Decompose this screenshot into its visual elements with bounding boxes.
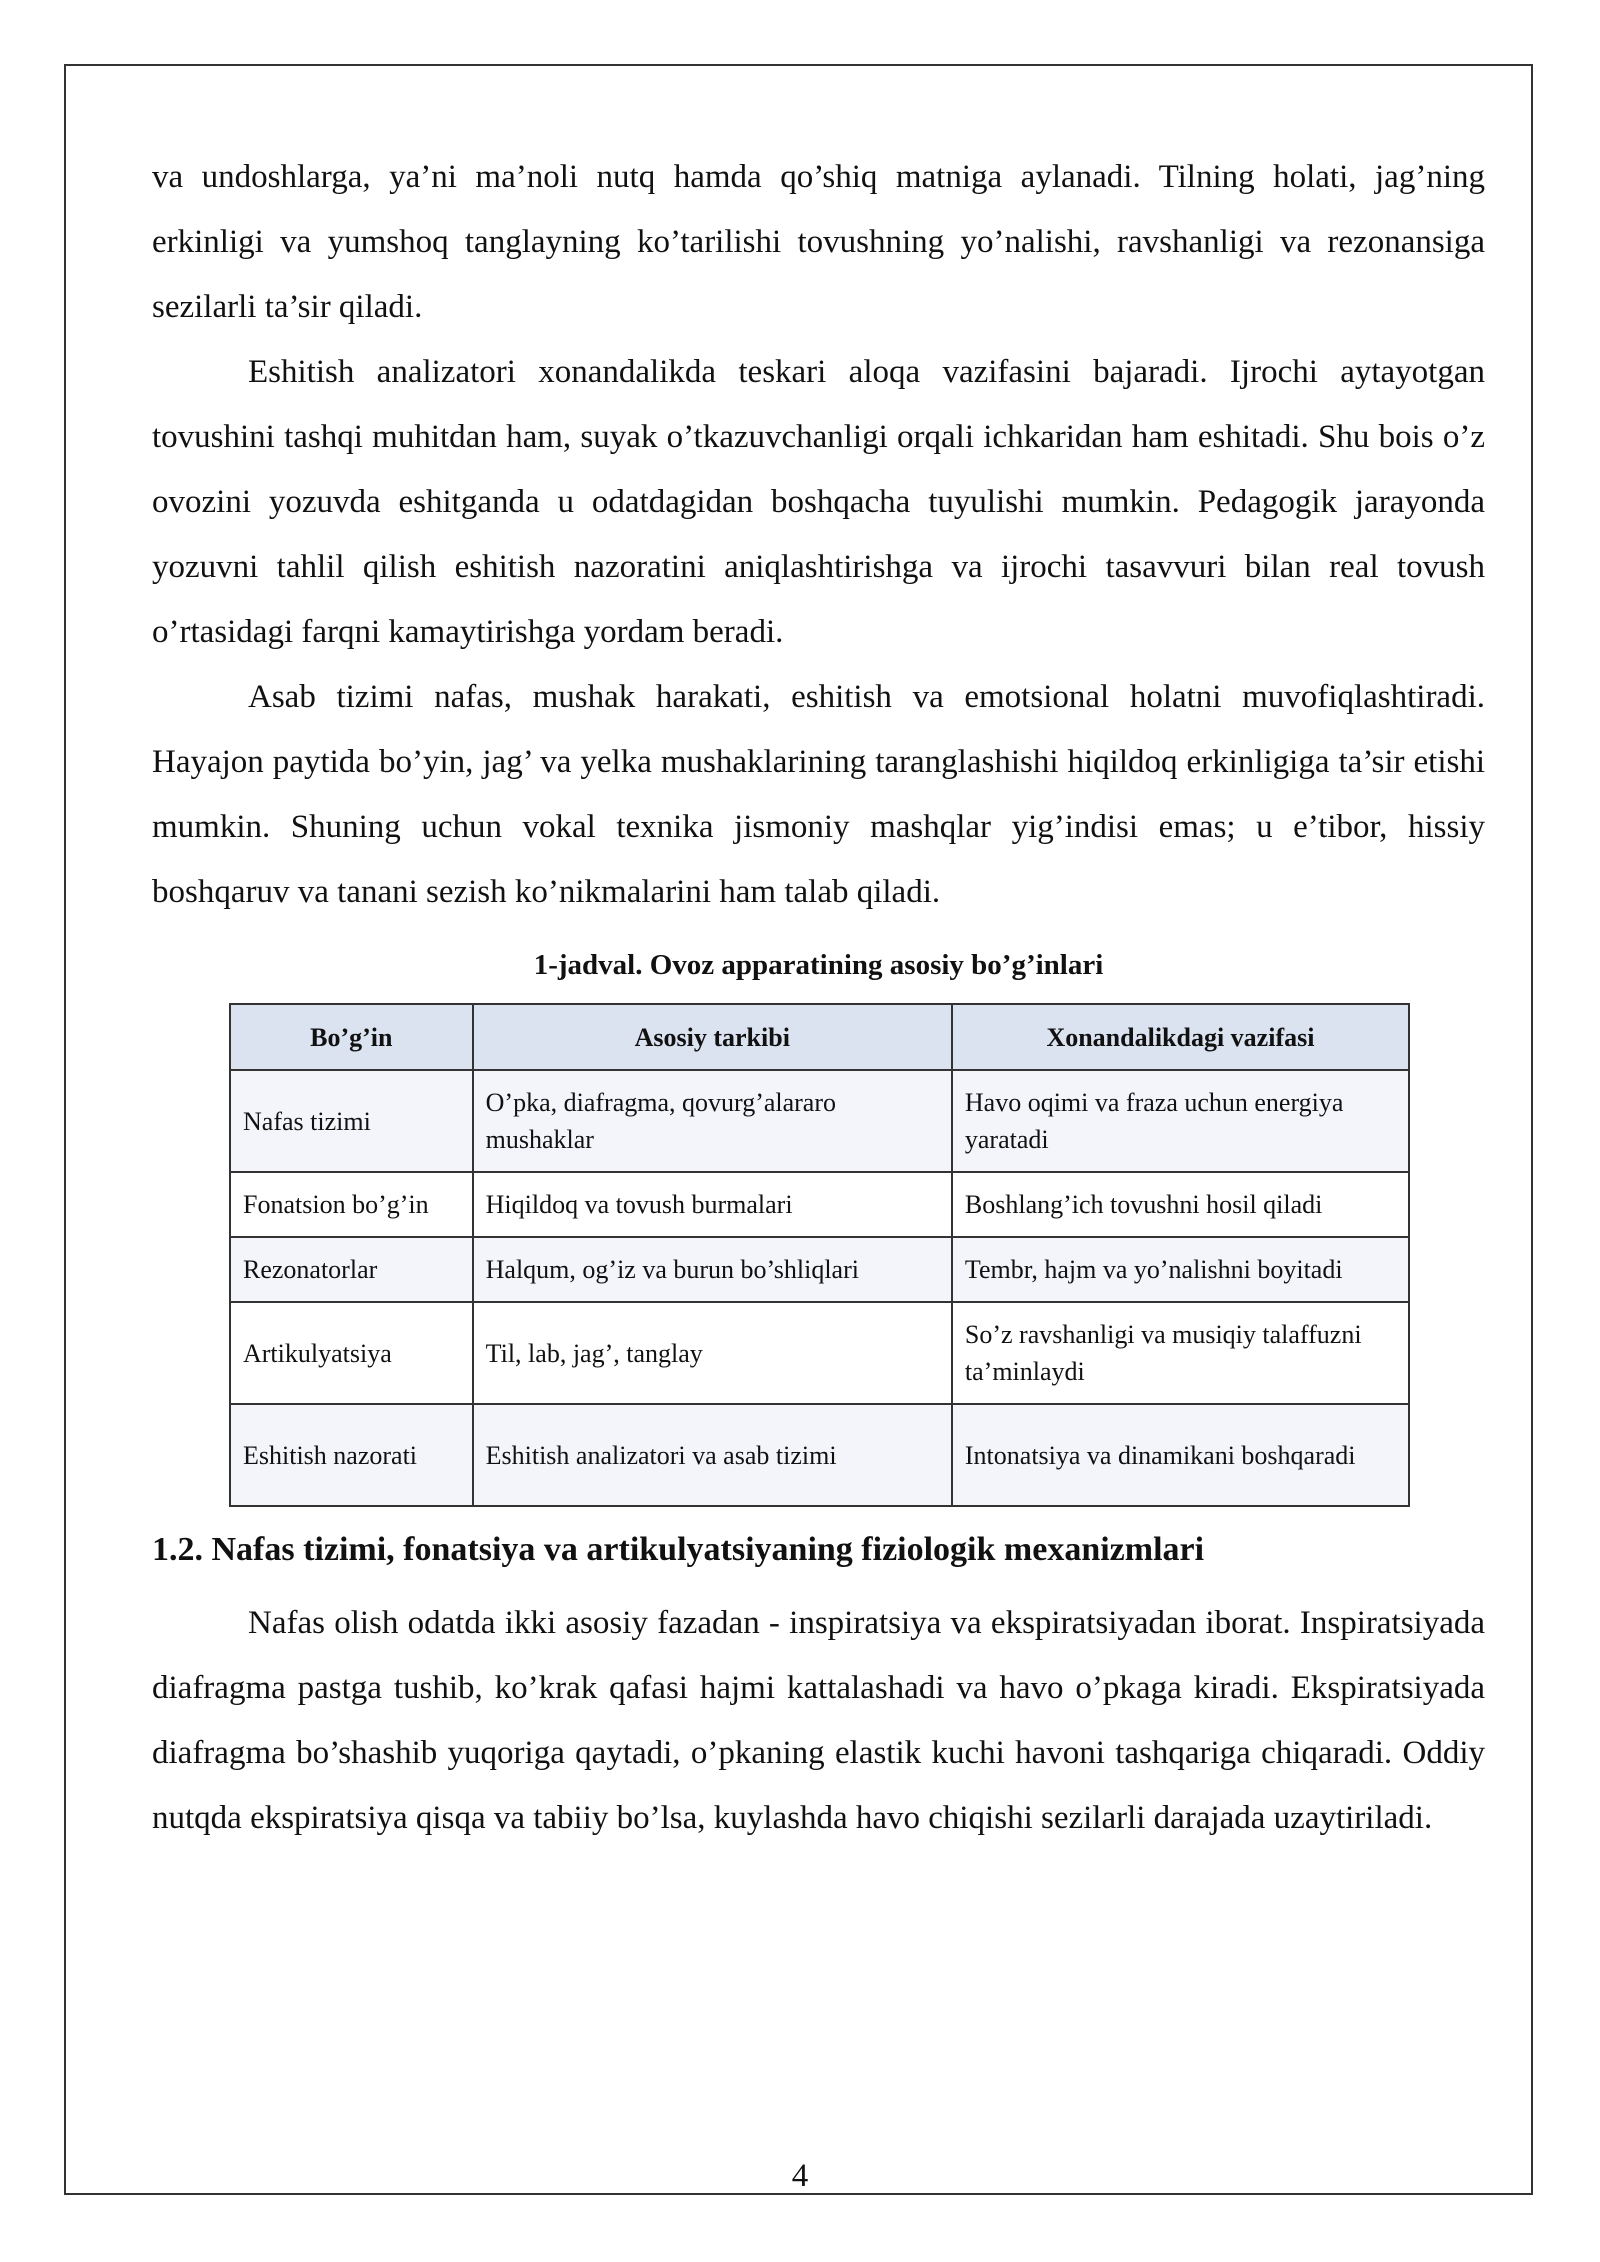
page-content — [152, 145, 1485, 1851]
table-cell: Artikulyatsiya — [230, 1302, 473, 1404]
table-cell: Eshitish nazorati — [230, 1404, 473, 1506]
paragraph-hearing-analyzer: Eshitish analizatori xonandalikda teskari aloqa vazifasini bajaradi. Ijrochi aytayotgan tovushini tashqi muhitdan ham, suyak o’tkazuvchanligi orqali ichkaridan ham eshitadi. Shu bois o’z ovozini yozuvda eshitganda u odatdagidan boshqacha tuyulishi mumkin. Pedagogik jarayonda yozuvni tahlil qilish eshitish nazoratini aniqlashtirishga va ijrochi tasavvuri bilan real tovush o’rtasidagi farqni kamaytirishga yordam beradi. — [152, 354, 1485, 650]
table-cell: Halqum, og’iz va burun bo’shliqlari — [473, 1237, 952, 1302]
section-heading: 1.2. Nafas tizimi, fonatsiya va artikulyatsiyaning fiziologik mexanizmlari — [152, 1531, 1205, 1568]
table-cell: Rezonatorlar — [230, 1237, 473, 1302]
table-cell: Havo oqimi va fraza uchun energiya yaratadi — [952, 1070, 1409, 1172]
table-cell: Eshitish analizatori va asab tizimi — [473, 1404, 952, 1506]
table-row — [230, 1172, 1409, 1237]
table-cell: Tembr, hajm va yo’nalishni boyitadi — [952, 1237, 1409, 1302]
table-header-row — [230, 1004, 1409, 1070]
table-row — [230, 1237, 1409, 1302]
table-cell: Boshlang’ich tovushni hosil qiladi — [952, 1172, 1409, 1237]
page-number: 4 — [791, 2158, 809, 2194]
table-row — [230, 1404, 1409, 1506]
table-cell: So’z ravshanligi va musiqiy talaffuzni ta’minlaydi — [952, 1302, 1409, 1404]
header-cell: Bo’g’in — [230, 1004, 473, 1070]
table-cell: Intonatsiya va dinamikani boshqaradi — [952, 1404, 1409, 1506]
table-cell: Hiqildoq va tovush burmalari — [473, 1172, 952, 1237]
table-row — [230, 1070, 1409, 1172]
table-row — [230, 1302, 1409, 1404]
header-cell: Xonandalikdagi vazifasi — [952, 1004, 1409, 1070]
table-cell: Til, lab, jag’, tanglay — [473, 1302, 952, 1404]
voice-apparatus-table — [229, 1003, 1410, 1507]
paragraph-nervous-system: Asab tizimi nafas, mushak harakati, eshitish va emotsional holatni muvofiqlashtiradi. Hayajon paytida bo’yin, jag’ va yelka mushaklarining taranglashishi hiqildoq erkinligiga ta’sir etishi mumkin. Shuning uchun vokal texnika jismoniy mashqlar yig’indisi emas; u e’tibor, hissiy boshqaruv va tanani sezish ko’nikmalarini ham talab qiladi. — [152, 679, 1485, 910]
header-cell: Asosiy tarkibi — [473, 1004, 952, 1070]
table-caption: 1-jadval. Ovoz apparatining asosiy bo’g’inlari — [533, 949, 1104, 981]
table-cell: O’pka, diafragma, qovurg’alararo mushaklar — [473, 1070, 952, 1172]
paragraph-breathing: Nafas olish odatda ikki asosiy fazadan - inspiratsiya va ekspiratsiyadan iborat. Inspiratsiyada diafragma pastga tushib, ko’krak qafasi hajmi kattalashadi va havo o’pkaga kiradi. Ekspiratsiyada diafragma bo’shashib yuqoriga qaytadi, o’pkaning elastik kuchi havoni tashqariga chiqaradi. Oddiy nutqda ekspiratsiya qisqa va tabiiy bo’lsa, kuylashda havo chiqishi sezilarli darajada uzaytiriladi. — [152, 1605, 1485, 1836]
table-cell: Fonatsion bo’g’in — [230, 1172, 473, 1237]
paragraph-continuation: va undoshlarga, ya’ni ma’noli nutq hamda qo’shiq matniga aylanadi. Tilning holati, jag’ning erkinligi va yumshoq tanglayning ko’tarilishi tovushning yo’nalishi, ravshanligi va rezonansiga sezilarli ta’sir qiladi. — [152, 159, 1485, 325]
table-cell: Nafas tizimi — [230, 1070, 473, 1172]
